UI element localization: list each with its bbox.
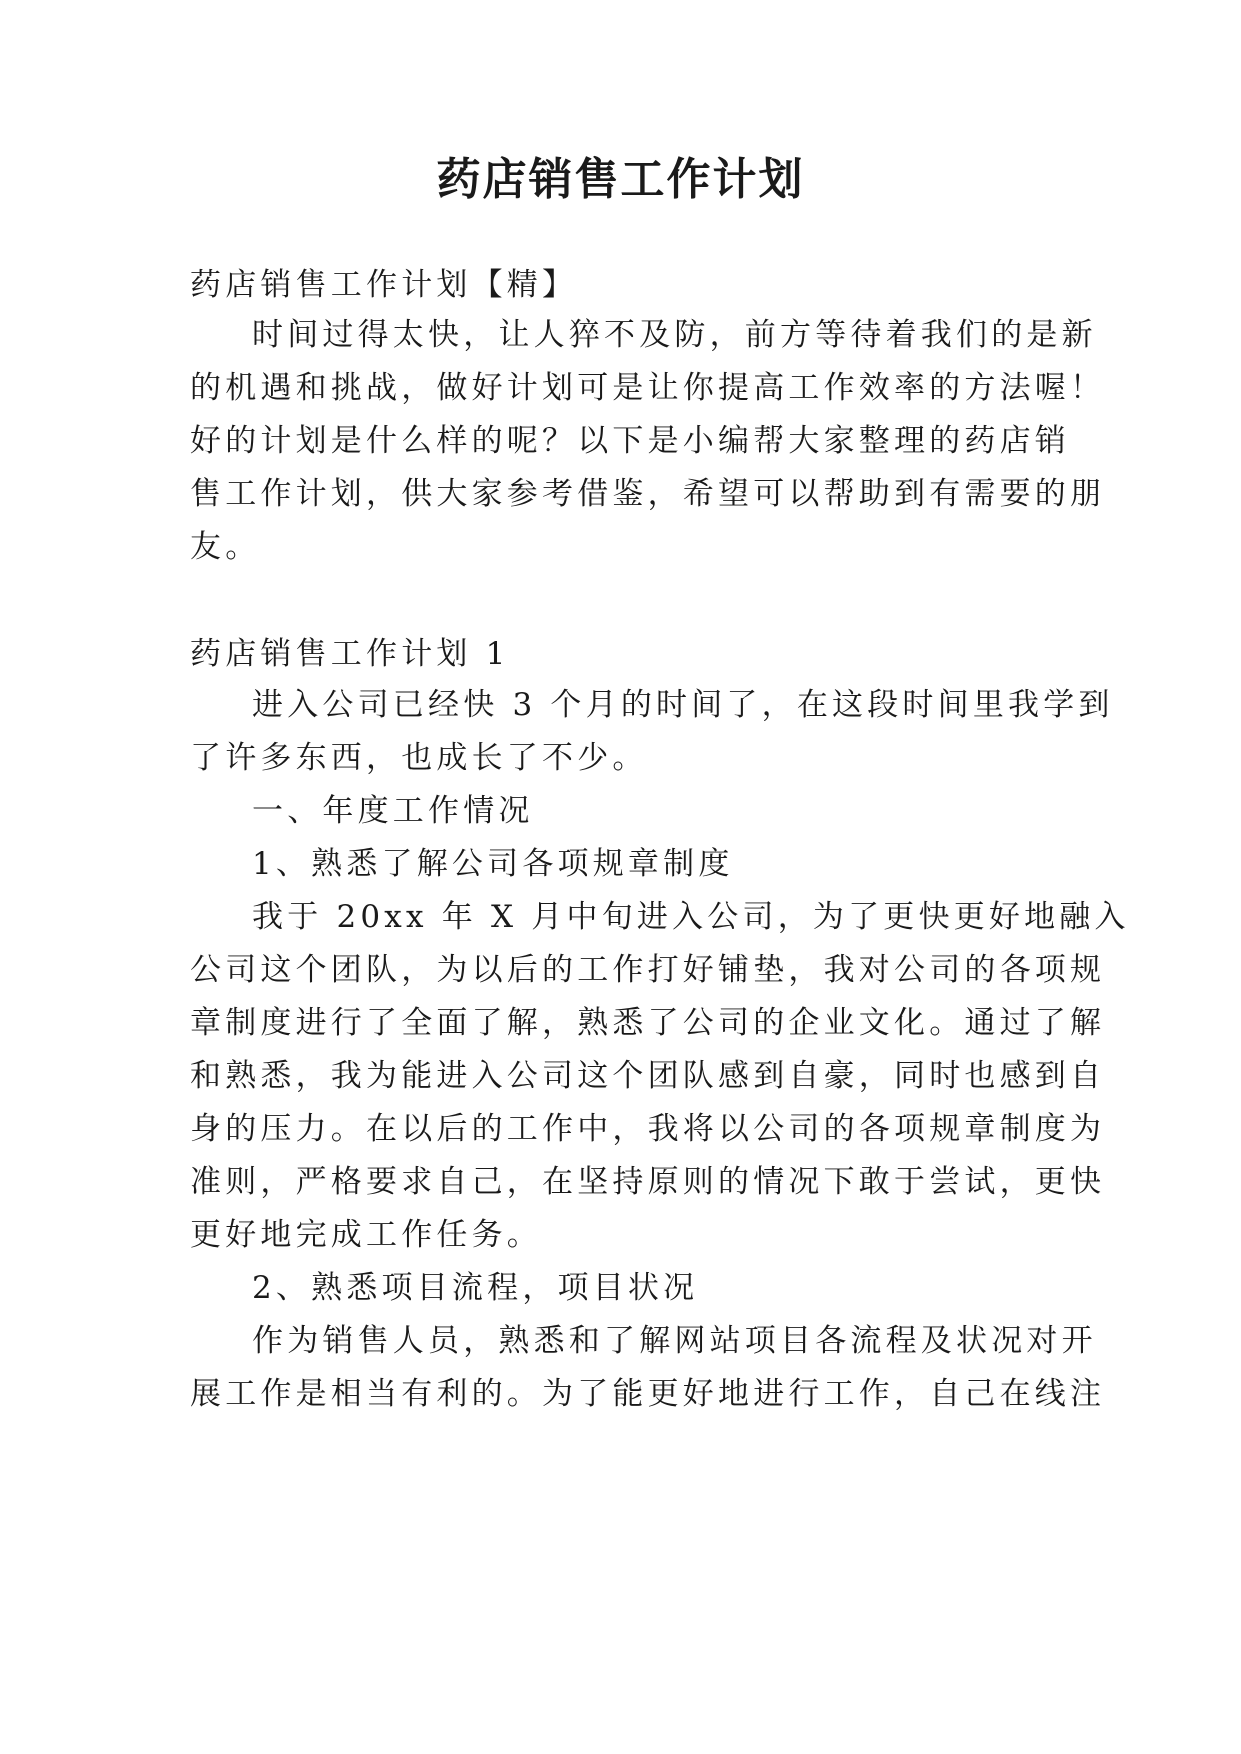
paragraph-line: 作为销售人员，熟悉和了解网站项目各流程及状况对开 [252, 1323, 1097, 1359]
paragraph-line: 时间过得太快，让人猝不及防，前方等待着我们的是新 [252, 317, 1097, 353]
paragraph-line: 身的压力。在以后的工作中，我将以公司的各项规章制度为 [190, 1111, 1106, 1147]
paragraph-line: 更好地完成工作任务。 [190, 1217, 542, 1253]
paragraph-line: 和熟悉，我为能进入公司这个团队感到自豪，同时也感到自 [190, 1058, 1106, 1094]
subtitle-line: 药店销售工作计划【精】 [190, 267, 578, 303]
paragraph-line: 章制度进行了全面了解，熟悉了公司的企业文化。通过了解 [190, 1005, 1106, 1041]
paragraph-line: 售工作计划，供大家参考借鉴，希望可以帮助到有需要的朋 [190, 476, 1106, 512]
subheading-line: 1、熟悉了解公司各项规章制度 [252, 846, 734, 882]
paragraph-line: 展工作是相当有利的。为了能更好地进行工作，自己在线注 [190, 1376, 1106, 1412]
paragraph-line: 进入公司已经快 3 个月的时间了，在这段时间里我学到 [252, 687, 1114, 723]
paragraph-line: 友。 [190, 529, 261, 565]
paragraph-line: 了许多东西，也成长了不少。 [190, 740, 648, 776]
paragraph-line: 公司这个团队，为以后的工作打好铺垫，我对公司的各项规 [190, 952, 1106, 988]
paragraph-line: 好的计划是什么样的呢？以下是小编帮大家整理的药店销 [190, 423, 1070, 459]
subheading-line: 2、熟悉项目流程，项目状况 [252, 1270, 699, 1306]
document-title: 药店销售工作计划 [436, 154, 805, 205]
subheading-line: 一、年度工作情况 [252, 793, 534, 829]
paragraph-line: 准则，严格要求自己，在坚持原则的情况下敢于尝试，更快 [190, 1164, 1106, 1200]
paragraph-line: 我于 20xx 年 X 月中旬进入公司，为了更快更好地融入 [252, 899, 1130, 935]
paragraph-line: 的机遇和挑战，做好计划可是让你提高工作效率的方法喔！ [190, 370, 1106, 406]
section-heading: 药店销售工作计划 1 [190, 636, 510, 672]
